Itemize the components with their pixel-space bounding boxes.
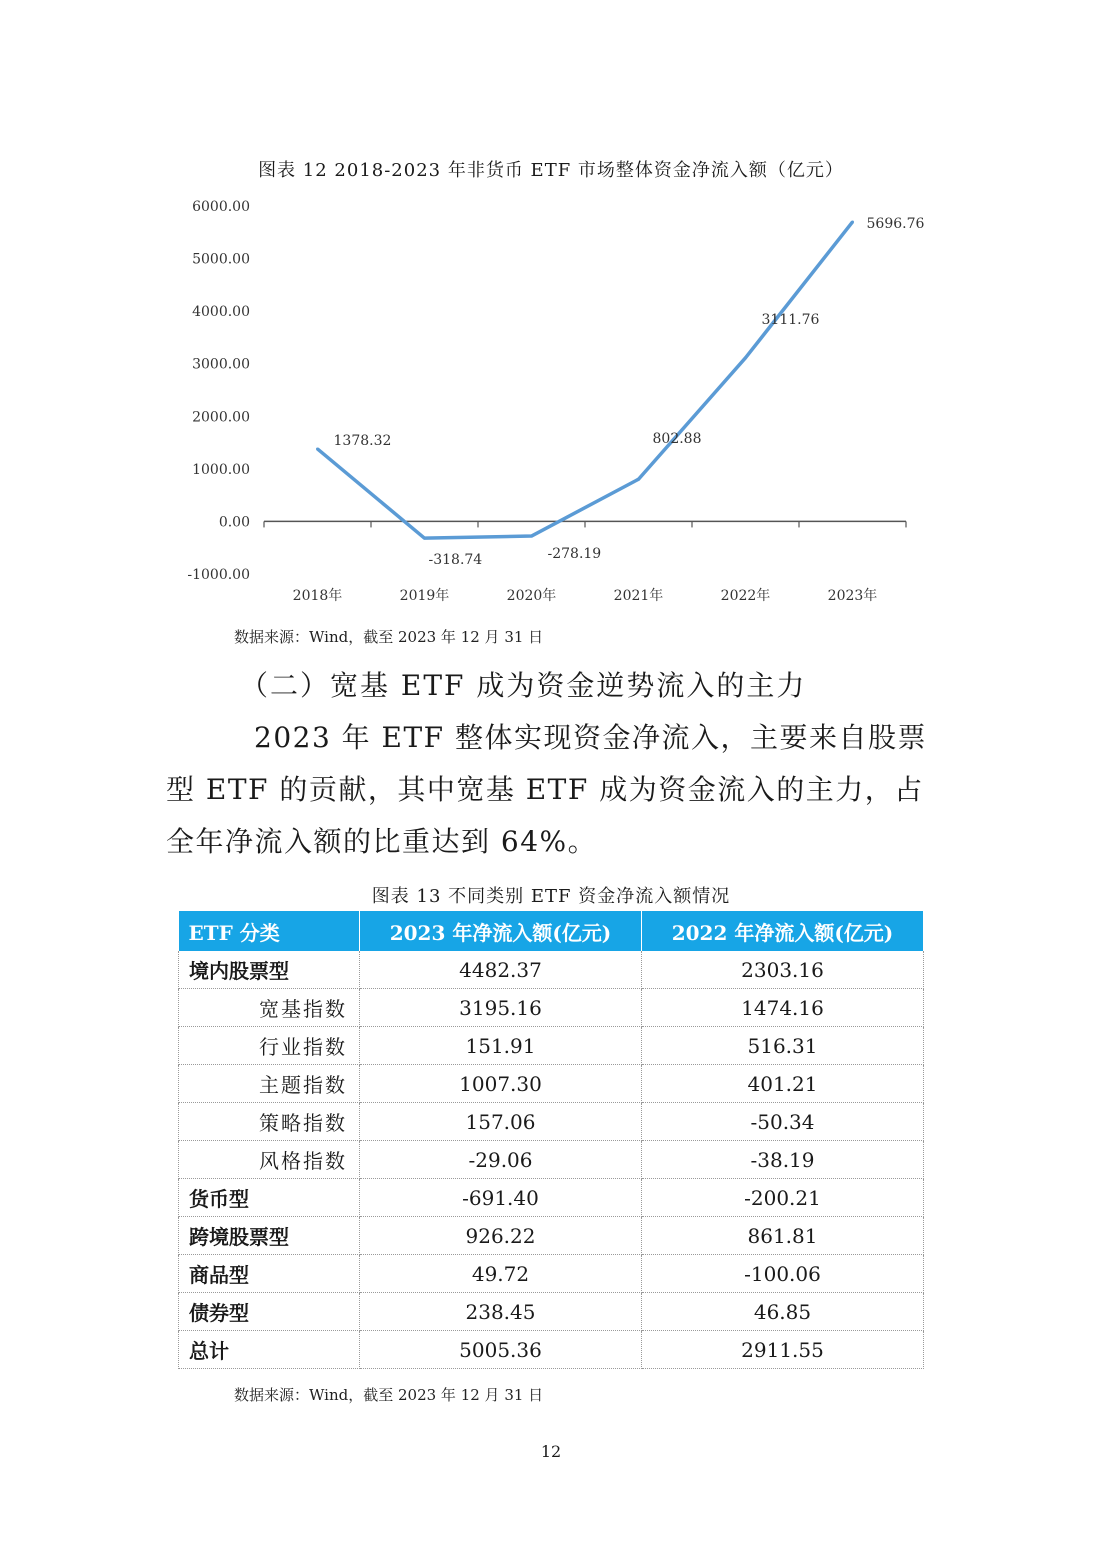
row-value-2023: 4482.37 (360, 951, 642, 989)
table-row (179, 1141, 924, 1179)
row-category: 总计 (179, 1331, 360, 1369)
table-row (179, 1179, 924, 1217)
row-value-2022: 2911.55 (642, 1331, 924, 1369)
data-labels (334, 216, 925, 568)
y-tick-label: 1000.00 (192, 461, 250, 478)
etf-category-inflow-table (178, 911, 924, 1369)
section-paragraph (166, 712, 936, 868)
row-value-2023: -29.06 (360, 1141, 642, 1179)
x-tick-label: 2023年 (827, 588, 878, 604)
y-axis-labels (187, 199, 250, 583)
section-heading: （二）宽基 ETF 成为资金逆势流入的主力 (240, 669, 807, 702)
col-header-category: ETF 分类 (179, 911, 360, 951)
row-value-2022: 1474.16 (642, 989, 924, 1027)
table-row (179, 1255, 924, 1293)
table-row (179, 989, 924, 1027)
table-row (179, 1103, 924, 1141)
row-value-2022: -50.34 (642, 1103, 924, 1141)
x-tick-label: 2019年 (399, 588, 450, 604)
row-value-2022: -38.19 (642, 1141, 924, 1179)
y-tick-label: 2000.00 (192, 409, 250, 426)
figure12-source: 数据来源：Wind，截至 2023 年 12 月 31 日 (234, 628, 544, 646)
row-category: 债券型 (179, 1293, 360, 1331)
row-value-2022: 2303.16 (642, 951, 924, 989)
row-value-2023: -691.40 (360, 1179, 642, 1217)
y-tick-label: -1000.00 (187, 567, 250, 583)
row-category: 跨境股票型 (179, 1217, 360, 1255)
row-value-2023: 926.22 (360, 1217, 642, 1255)
row-category: 行业指数 (179, 1027, 360, 1065)
row-value-2023: 1007.30 (360, 1065, 642, 1103)
row-category: 境内股票型 (179, 951, 360, 989)
series-line (318, 222, 853, 538)
row-value-2022: 46.85 (642, 1293, 924, 1331)
section-paragraph-text: 2023 年 ETF 整体实现资金净流入，主要来自股票型 ETF 的贡献，其中宽基 ETF 成为资金流入的主力，占全年净流入额的比重达到 64%。 (166, 721, 928, 858)
row-value-2022: -100.06 (642, 1255, 924, 1293)
data-point (851, 220, 854, 223)
row-category: 商品型 (179, 1255, 360, 1293)
row-value-2023: 5005.36 (360, 1331, 642, 1369)
row-category: 主题指数 (179, 1065, 360, 1103)
data-point (530, 535, 533, 538)
row-value-2022: -200.21 (642, 1179, 924, 1217)
row-value-2023: 3195.16 (360, 989, 642, 1027)
row-category: 货币型 (179, 1179, 360, 1217)
row-value-2022: 861.81 (642, 1217, 924, 1255)
y-tick-label: 4000.00 (192, 304, 250, 321)
y-tick-label: 3000.00 (192, 356, 250, 373)
data-label: -278.19 (547, 546, 602, 563)
x-axis (264, 521, 906, 604)
y-tick-label: 5000.00 (192, 251, 250, 268)
table-row (179, 1331, 924, 1369)
data-point (316, 447, 319, 450)
y-tick-label: 0.00 (218, 514, 250, 531)
row-value-2023: 238.45 (360, 1293, 642, 1331)
col-header-2023: 2023 年净流入额(亿元) (360, 911, 642, 951)
table-row (179, 1065, 924, 1103)
row-value-2023: 49.72 (360, 1255, 642, 1293)
data-point (744, 356, 747, 359)
x-tick-label: 2022年 (720, 588, 771, 604)
x-tick-label: 2021年 (613, 588, 664, 604)
col-header-2022: 2022 年净流入额(亿元) (642, 911, 924, 951)
page-number: 12 (540, 1442, 562, 1461)
y-tick-label: 6000.00 (192, 199, 250, 215)
x-tick-label: 2020年 (506, 588, 557, 604)
table-row (179, 1217, 924, 1255)
data-label: 5696.76 (866, 215, 925, 232)
table-row (179, 1293, 924, 1331)
net-inflow-series (316, 220, 854, 539)
row-value-2023: 151.91 (360, 1027, 642, 1065)
data-point (637, 478, 640, 481)
data-label: 1378.32 (333, 432, 392, 449)
data-label: 802.88 (652, 431, 702, 448)
row-value-2022: 516.31 (642, 1027, 924, 1065)
figure13-source: 数据来源：Wind，截至 2023 年 12 月 31 日 (234, 1386, 544, 1404)
table-row (179, 951, 924, 989)
row-category: 宽基指数 (179, 989, 360, 1027)
data-point (423, 537, 426, 540)
figure12-caption: 图表 12 2018-2023 年非货币 ETF 市场整体资金净流入额（亿元） (258, 160, 844, 181)
row-value-2022: 401.21 (642, 1065, 924, 1103)
net-inflow-line-chart (180, 190, 940, 610)
row-value-2023: 157.06 (360, 1103, 642, 1141)
data-label: 3111.76 (761, 311, 820, 328)
row-category: 策略指数 (179, 1103, 360, 1141)
x-tick-label: 2018年 (292, 588, 343, 604)
row-category: 风格指数 (179, 1141, 360, 1179)
table-row (179, 1027, 924, 1065)
figure13-caption: 图表 13 不同类别 ETF 资金净流入额情况 (371, 886, 731, 907)
data-label: -318.74 (428, 552, 483, 569)
